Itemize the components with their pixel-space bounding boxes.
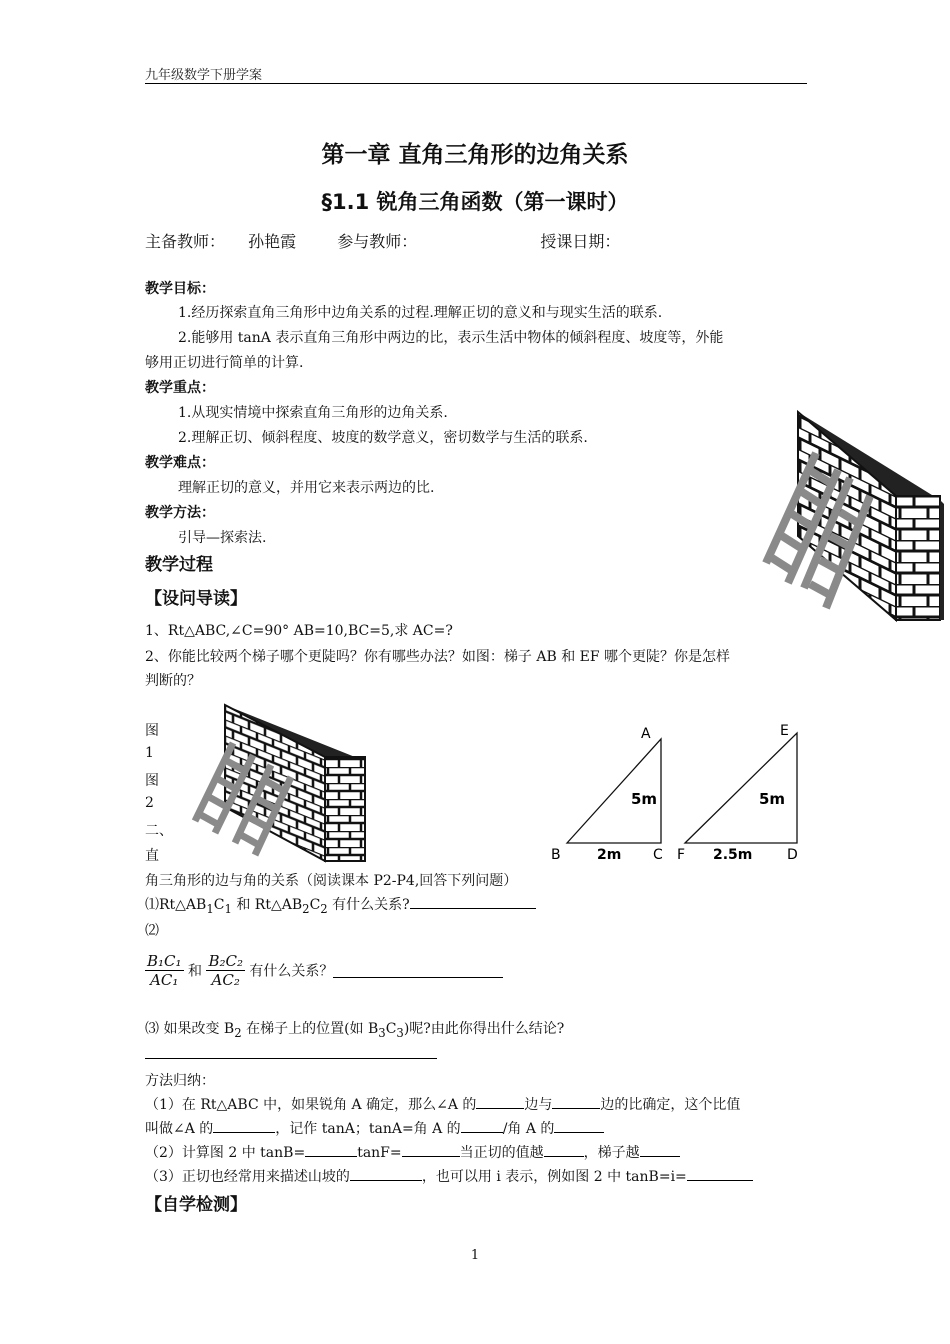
base-label-1: 2m [597, 847, 622, 863]
height-label-1: 5m [631, 790, 658, 808]
teacher-line [145, 229, 620, 252]
fraction-1 [145, 952, 184, 989]
brick-wall-ladders-figure-2 [185, 703, 370, 863]
page-number: 1 [470, 1248, 480, 1263]
relation-intro: 角三角形的边与角的关系（阅读课本 P2-P4,回答下列问题） [145, 873, 518, 889]
running-header: 九年级数学下册学案 [145, 68, 263, 83]
method-text: 引导—探索法. [178, 530, 267, 546]
answer-blank[interactable] [461, 1118, 503, 1133]
answer-blank[interactable] [640, 1142, 680, 1157]
summary-item-1-cont [145, 1118, 604, 1138]
base-label-2: 2.5m [713, 847, 753, 863]
goals-heading: 教学目标： [145, 281, 215, 297]
assist-teacher-label: 参与教师： [337, 232, 418, 251]
s1-line2-a: 叫做∠A 的 [145, 1121, 214, 1137]
s3-a: （3）正切也经常用来描述山坡的 [145, 1169, 350, 1185]
s3-b: ，也可以用 i 表示，例如图 2 中 tanB=i= [421, 1169, 687, 1185]
s1-a: （1）在 Rt△ABC 中，如果锐角 A 确定，那么∠A 的 [145, 1097, 477, 1113]
fraction-1-numerator: B₁C₁ [147, 952, 182, 970]
s1-c: 边的比确定，这个比值 [600, 1097, 741, 1113]
main-teacher-name: 孙艳霞 [248, 232, 297, 251]
summary-item-2 [145, 1142, 680, 1162]
question-2: 2、你能比较两个梯子哪个更陡吗？你有哪些办法？如图：梯子 AB 和 EF 哪个更陡？你是怎样 [145, 649, 731, 665]
relation-question-2 [145, 952, 503, 989]
s2-c: 当正切的值越 [459, 1145, 544, 1161]
answer-blank[interactable] [213, 1118, 275, 1133]
brick-wall-ladders-figure-1 [760, 408, 945, 623]
height-label-2: 5m [759, 790, 786, 808]
relation-question-2-label: ⑵ [145, 923, 159, 939]
fraction-2 [206, 952, 245, 989]
q3-suffix: )呢?由此你得出什么结论? [403, 1021, 565, 1037]
guided-heading: 【设问导读】 [145, 589, 247, 609]
fraction-1-denominator: AC₁ [150, 971, 179, 989]
vertex-label-e: E [780, 723, 789, 739]
fraction-2-numerator: B₂C₂ [208, 952, 243, 970]
fraction-2-denominator: AC₂ [211, 971, 240, 989]
q1-c2: C [309, 897, 321, 913]
summary-heading: 方法归纳： [145, 1073, 215, 1089]
answer-blank[interactable] [544, 1142, 584, 1157]
vertex-label-b: B [551, 847, 561, 863]
summary-item-1 [145, 1094, 740, 1114]
q1-sub: 1 [206, 901, 214, 916]
section-title: §1.1 锐角三角函数（第一课时） [321, 190, 629, 214]
s1-b: 边与 [524, 1097, 553, 1113]
answer-blank[interactable] [402, 1142, 460, 1157]
q3-sub: 3 [396, 1025, 404, 1040]
answer-blank[interactable] [305, 1142, 357, 1157]
self-check-heading: 【自学检测】 [145, 1195, 247, 1215]
and-word: 和 [187, 963, 202, 980]
answer-blank[interactable] [350, 1166, 422, 1181]
question-1: 1、Rt△ABC,∠C=90° AB=10,BC=5,求 AC=? [145, 623, 453, 639]
side-label: 直 [145, 848, 159, 864]
q1-and: 和 Rt△AB [231, 897, 303, 913]
q1-sub: 2 [302, 901, 310, 916]
difficulty-heading: 教学难点： [145, 455, 215, 471]
q1-prefix: ⑴Rt△AB [145, 897, 207, 913]
question-2-cont: 判断的？ [145, 673, 201, 689]
q1-c: C [213, 897, 225, 913]
goal-item-2: 2.能够用 tanA 表示直角三角形中两边的比，表示生活中物体的倾斜程度、坡度等，外能 [178, 330, 724, 346]
vertex-label-f: F [677, 847, 686, 863]
triangle-abc [551, 726, 663, 863]
answer-blank[interactable] [687, 1166, 753, 1181]
s2-a: （2）计算图 2 中 tanB= [145, 1145, 306, 1161]
method-heading: 教学方法： [145, 505, 215, 521]
q3-c: C [385, 1021, 397, 1037]
answer-blank[interactable] [552, 1094, 600, 1109]
answer-blank[interactable] [333, 963, 503, 978]
summary-item-3 [145, 1166, 753, 1186]
s2-b: tanF= [357, 1145, 402, 1161]
goal-item-2-cont: 够用正切进行简单的计算. [145, 355, 304, 371]
side-label: 图 [145, 773, 159, 789]
difficulty-text: 理解正切的意义，并用它来表示两边的比. [178, 480, 435, 496]
header-rule [145, 83, 807, 84]
triangle-efd [677, 723, 798, 863]
side-label: 1 [145, 745, 154, 761]
vertex-label-d: D [787, 847, 798, 863]
q3-prefix: ⑶ 如果改变 B [145, 1021, 235, 1037]
side-label: 图 [145, 723, 159, 739]
relation-question-1 [145, 894, 536, 916]
main-teacher-label: 主备教师： [145, 232, 226, 251]
s1-line2-b: ，记作 tanA；tanA=角 A 的 [275, 1121, 461, 1137]
s2-d: ，梯子越 [583, 1145, 640, 1161]
q3-sub: 3 [378, 1025, 386, 1040]
key-point-1: 1.从现实情境中探索直角三角形的边角关系. [178, 405, 448, 421]
q3-mid: 在梯子上的位置(如 B [241, 1021, 379, 1037]
side-label: 2 [145, 795, 154, 811]
answer-blank[interactable] [410, 894, 536, 909]
vertex-label-a: A [641, 726, 651, 742]
q2-suffix: 有什么关系？ [249, 963, 334, 980]
q1-sub: 1 [224, 901, 232, 916]
q1-suffix: 有什么关系? [327, 897, 410, 913]
s1-line2-c: /角 A 的 [502, 1121, 555, 1137]
answer-line[interactable] [145, 1058, 437, 1059]
vertex-label-c: C [653, 847, 663, 863]
q3-sub: 2 [234, 1025, 242, 1040]
answer-blank[interactable] [476, 1094, 524, 1109]
q1-sub: 2 [320, 901, 328, 916]
chapter-title: 第一章 直角三角形的边角关系 [321, 142, 629, 168]
side-label: 二、 [145, 823, 173, 839]
answer-blank[interactable] [554, 1118, 604, 1133]
date-label: 授课日期： [540, 232, 621, 251]
key-point-2: 2.理解正切、倾斜程度、坡度的数学意义，密切数学与生活的联系. [178, 430, 588, 446]
goal-item-1: 1.经历探索直角三角形中边角关系的过程.理解正切的意义和与现实生活的联系. [178, 305, 663, 321]
process-heading: 教学过程 [145, 555, 213, 575]
triangles-figure [545, 715, 815, 865]
key-points-heading: 教学重点： [145, 380, 215, 396]
relation-question-3 [145, 1018, 564, 1040]
